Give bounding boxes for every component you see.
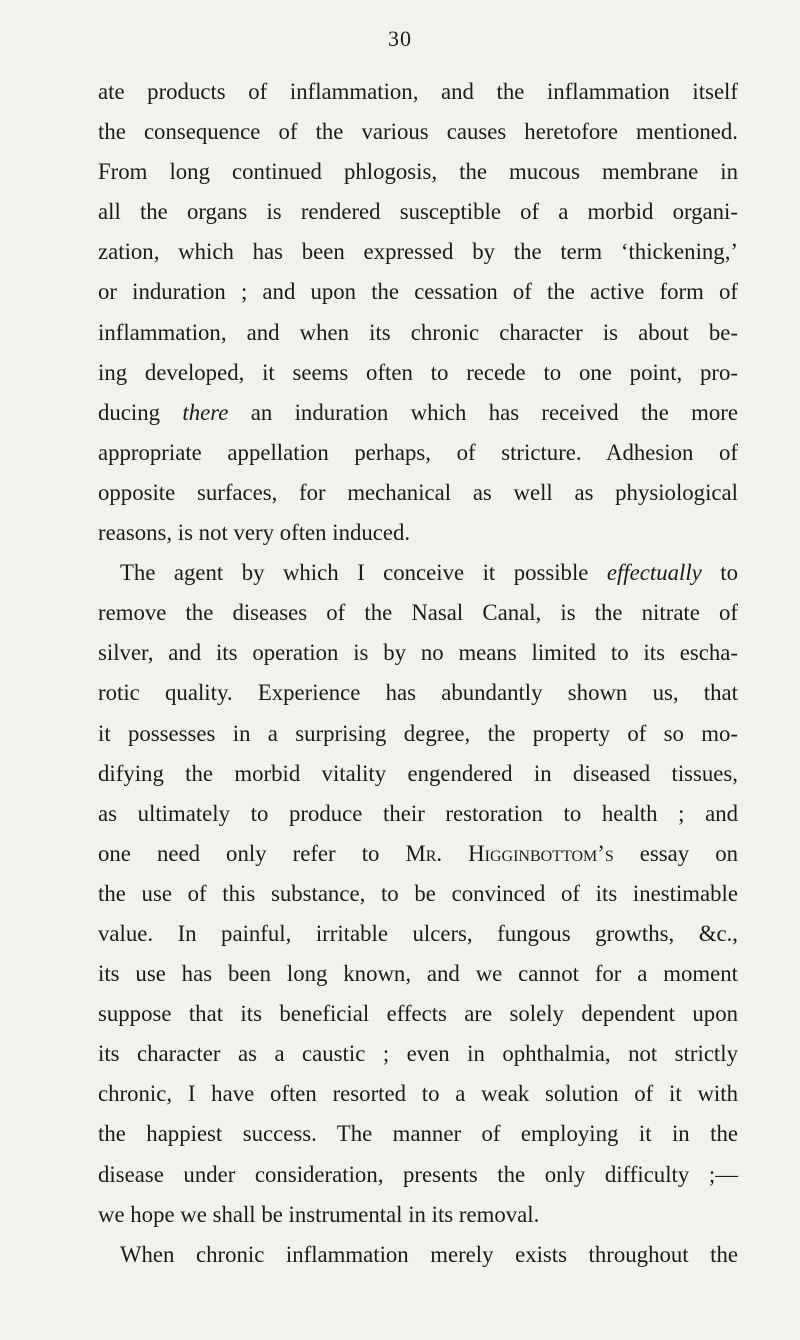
text-line: rotic quality. Experience has abundantly shown us, that bbox=[98, 680, 738, 706]
text-line: the consequence of the various causes heretofore mentioned. bbox=[98, 119, 738, 145]
text-line: difying the morbid vitality engendered in diseased tissues, bbox=[98, 760, 738, 786]
text-line: disease under consideration, presents the only difficulty ;— bbox=[98, 1161, 738, 1187]
text-line: chronic, I have often resorted to a weak solution of it with bbox=[98, 1081, 738, 1107]
text-line: it possesses in a surprising degree, the property of so mo- bbox=[98, 720, 738, 746]
text-line: remove the diseases of the Nasal Canal, is the nitrate of bbox=[98, 600, 738, 626]
page-number: 30 bbox=[388, 26, 412, 51]
text-line bbox=[98, 393, 738, 433]
text-line: appropriate appellation perhaps, of stricture. Adhesion of bbox=[98, 439, 738, 465]
text-line: its character as a caustic ; even in ophthalmia, not strictly bbox=[98, 1041, 738, 1067]
italic-word: effectually bbox=[606, 560, 702, 586]
text-segment: one need only refer to bbox=[98, 840, 406, 866]
text-line: From long continued phlogosis, the mucous membrane in bbox=[98, 159, 738, 185]
italic-word: there bbox=[182, 399, 229, 425]
text-line: the happiest success. The manner of employing it in the bbox=[98, 1121, 738, 1147]
author-name: Mr. Higginbottom’s bbox=[405, 840, 614, 866]
text-line: When chronic inflammation merely exists throughout the bbox=[120, 1241, 738, 1267]
text-line bbox=[98, 834, 738, 874]
text-line: the use of this substance, to be convinced of its inestimable bbox=[98, 880, 738, 906]
text-segment: ducing bbox=[98, 399, 183, 425]
text-line: inflammation, and when its chronic character is about be- bbox=[98, 319, 738, 345]
text-line: ate products of inflammation, and the inflammation itself bbox=[98, 79, 738, 104]
body-text bbox=[98, 72, 738, 1275]
text-line: as ultimately to produce their restoration to health ; and bbox=[98, 800, 738, 826]
text-line: suppose that its beneficial effects are solely dependent upon bbox=[98, 1001, 738, 1027]
text-line: its use has been long known, and we cannot for a moment bbox=[98, 961, 738, 987]
text-line: reasons, is not very often induced. bbox=[98, 520, 411, 546]
text-line: or induration ; and upon the cessation of the active form of bbox=[98, 279, 738, 305]
text-line: opposite surfaces, for mechanical as well as physiological bbox=[98, 479, 738, 505]
text-line: all the organs is rendered susceptible of a morbid organi- bbox=[98, 199, 738, 225]
text-line bbox=[98, 553, 738, 593]
text-line: silver, and its operation is by no means limited to its escha- bbox=[98, 640, 738, 666]
text-segment: an induration which has received the more bbox=[228, 399, 738, 425]
text-line: we hope we shall be instrumental in its removal. bbox=[98, 1201, 540, 1227]
text-line: value. In painful, irritable ulcers, fungous growths, &c., bbox=[98, 920, 738, 946]
text-line: ing developed, it seems often to recede to one point, pro- bbox=[98, 359, 738, 385]
text-segment: The agent by which I conceive it possible bbox=[120, 560, 607, 586]
text-line: zation, which has been expressed by the term ‘thickening,’ bbox=[98, 239, 738, 265]
text-segment: essay on bbox=[613, 840, 738, 866]
text-segment: to bbox=[701, 560, 738, 586]
